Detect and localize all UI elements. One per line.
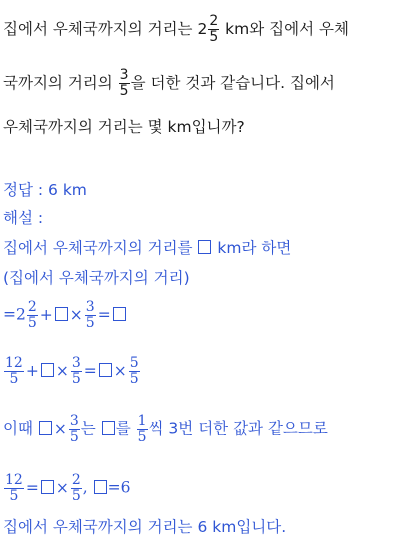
blank-box bbox=[55, 307, 68, 321]
solution-text: 집에서 우체국까지의 거리를 bbox=[3, 239, 198, 257]
solution-text: (집에서 우체국까지의 거리) bbox=[3, 269, 190, 287]
solution-line-2 bbox=[3, 268, 190, 288]
times-sign: × bbox=[55, 478, 69, 497]
solution-line-5 bbox=[3, 414, 328, 445]
fraction: $\frac{12}{5}$ bbox=[5, 355, 23, 387]
blank-box bbox=[102, 421, 115, 435]
fraction: $\frac{12}{5}$ bbox=[5, 472, 23, 504]
fraction bbox=[208, 14, 219, 45]
equals-sign: = bbox=[97, 305, 111, 324]
blank-box bbox=[41, 480, 54, 494]
solution-text: 는 bbox=[80, 419, 101, 438]
blank-box bbox=[39, 421, 52, 435]
result-text: =6 bbox=[107, 478, 131, 497]
fraction-numerator: 3 bbox=[119, 67, 129, 83]
math-text: =2 bbox=[3, 305, 26, 324]
answer-label: 정답 : bbox=[3, 181, 49, 199]
fraction: $\frac{3}{5}$ bbox=[71, 355, 81, 387]
fraction: $\frac{3}{5}$ bbox=[69, 413, 79, 445]
answer-line bbox=[3, 180, 87, 200]
fraction: $\frac{2}{5}$ bbox=[27, 299, 37, 331]
blank-box bbox=[41, 363, 54, 377]
blank-box bbox=[198, 240, 211, 254]
solution-text: km라 하면 bbox=[212, 239, 292, 257]
solution-label-text: 해설 : bbox=[3, 209, 44, 227]
fraction-denominator: 5 bbox=[209, 29, 219, 45]
solution-text: 이때 bbox=[3, 419, 38, 438]
fraction-numerator: 2 bbox=[209, 13, 219, 29]
problem-line-1 bbox=[3, 14, 349, 45]
solution-line-1 bbox=[3, 238, 291, 258]
fraction: $\frac{5}{5}$ bbox=[129, 355, 139, 387]
solution-text: 씩 3번 더한 값과 같으므로 bbox=[148, 419, 328, 438]
problem-text: km와 집에서 우체 bbox=[220, 20, 349, 38]
fraction-denominator: 5 bbox=[119, 83, 129, 99]
problem-text: 국까지의 거리의 bbox=[3, 74, 118, 92]
fraction bbox=[119, 68, 130, 99]
solution-text: 집에서 우체국까지의 거리는 6 km입니다. bbox=[3, 518, 287, 536]
solution-line-7 bbox=[3, 517, 286, 537]
times-sign: × bbox=[53, 419, 67, 438]
fraction: $\frac{1}{5}$ bbox=[137, 413, 147, 445]
solution-text: 를 bbox=[115, 419, 136, 438]
fraction: $\frac{2}{5}$ bbox=[71, 472, 81, 504]
problem-text: 집에서 우체국까지의 거리는 2 bbox=[3, 20, 208, 38]
plus-sign: + bbox=[39, 305, 53, 324]
blank-box bbox=[94, 480, 107, 494]
fraction: $\frac{3}{5}$ bbox=[85, 299, 95, 331]
times-sign: × bbox=[69, 305, 83, 324]
problem-text: 우체국까지의 거리는 몇 km입니까? bbox=[3, 118, 245, 136]
solution-line-6 bbox=[3, 473, 130, 504]
times-sign: × bbox=[113, 361, 127, 380]
separator: , bbox=[82, 478, 93, 497]
problem-line-2 bbox=[3, 68, 335, 99]
equals-sign: = bbox=[25, 478, 39, 497]
solution-line-3 bbox=[3, 300, 127, 331]
solution-label bbox=[3, 208, 43, 228]
solution-line-4 bbox=[3, 356, 141, 387]
problem-text: 을 더한 것과 같습니다. 집에서 bbox=[130, 74, 335, 92]
plus-sign: + bbox=[25, 361, 39, 380]
times-sign: × bbox=[55, 361, 69, 380]
blank-box bbox=[113, 307, 126, 321]
problem-line-3 bbox=[3, 117, 245, 137]
answer-value: 6 km bbox=[48, 181, 87, 199]
equals-sign: = bbox=[83, 361, 97, 380]
blank-box bbox=[99, 363, 112, 377]
